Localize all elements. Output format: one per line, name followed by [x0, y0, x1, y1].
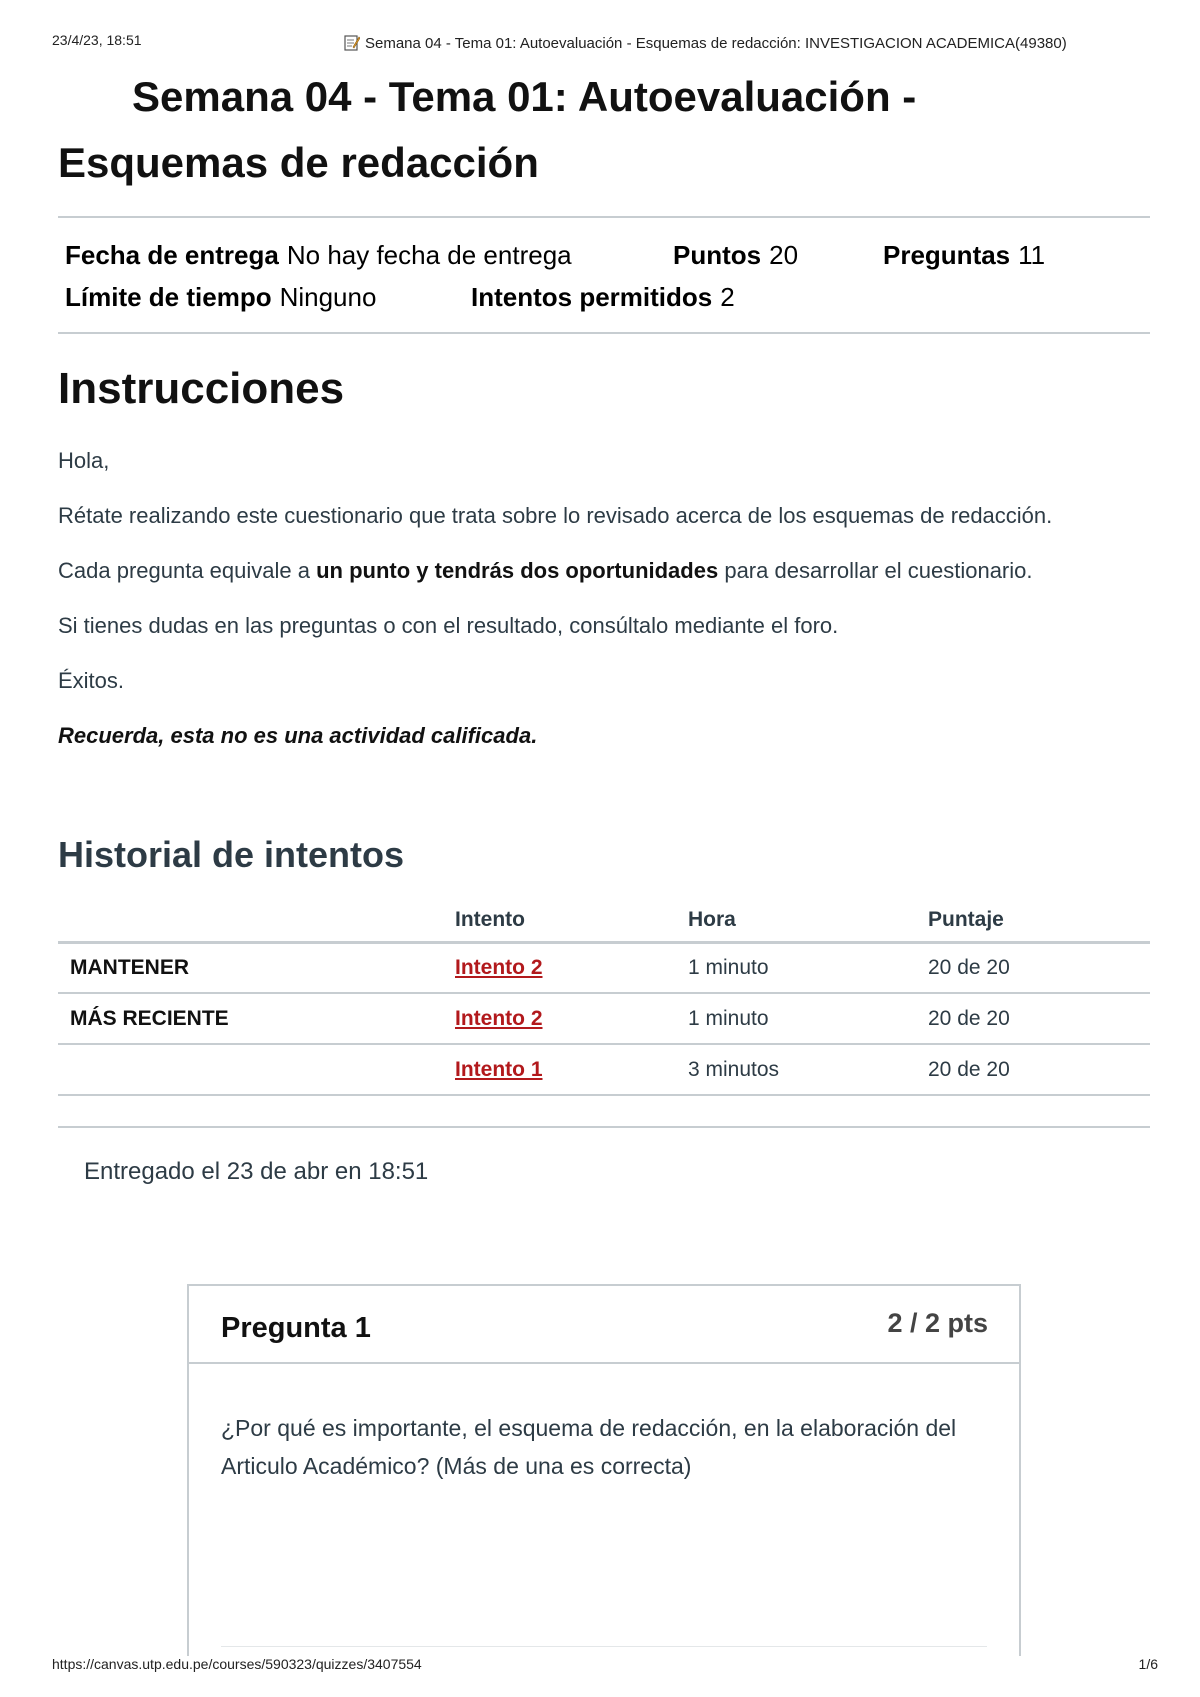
- question-header: [189, 1286, 1019, 1364]
- points-label: Puntos: [673, 239, 762, 270]
- time-limit-value: Ninguno: [279, 281, 377, 312]
- memo-icon: [344, 34, 360, 51]
- attempt-history-title: Historial de intentos: [58, 834, 405, 875]
- instructions-greeting: Hola,: [58, 448, 110, 473]
- attempt-cell: [455, 993, 688, 1044]
- print-header: [52, 32, 1160, 56]
- table-row: [58, 1044, 1150, 1095]
- table-row: [58, 993, 1150, 1044]
- attempts-item: [471, 282, 871, 313]
- table-row: [58, 942, 1150, 993]
- print-footer: [52, 1656, 1158, 1697]
- attempts-label: Intentos permitidos: [471, 281, 713, 312]
- column-header-attempt: Intento: [455, 900, 688, 942]
- due-date-item: [65, 240, 673, 271]
- points-item: [673, 240, 883, 271]
- attempt-link[interactable]: Intento 1: [455, 1057, 543, 1081]
- column-header-score: Puntaje: [928, 900, 1150, 942]
- attempt-score: 20 de 20: [928, 942, 1150, 993]
- instructions-p2-start: Cada pregunta equivale a: [58, 558, 317, 583]
- instructions-paragraph-4: Éxitos.: [58, 668, 125, 693]
- attempt-score: 20 de 20: [928, 993, 1150, 1044]
- time-limit-item: [65, 282, 471, 313]
- instructions-p2-bold: un punto y tendrás dos oportunidades: [316, 558, 719, 583]
- question-card: [187, 1284, 1021, 1697]
- attempt-time: 1 minuto: [688, 942, 928, 993]
- quiz-details-row-1: [65, 234, 1143, 276]
- questions-item: [883, 240, 1103, 271]
- question-text: ¿Por qué es importante, el esquema de redacción, en la elaboración del Articulo Académico? (Más de una es correcta): [221, 1415, 957, 1479]
- questions-value: 11: [1018, 239, 1046, 270]
- attempt-row-label: [58, 1044, 455, 1095]
- attempt-link[interactable]: Intento 2: [455, 955, 543, 979]
- attempt-link[interactable]: Intento 2: [455, 1006, 543, 1030]
- instructions-p2-end: para desarrollar el cuestionario.: [718, 558, 1033, 583]
- page-title-line-1: Semana 04 - Tema 01: Autoevaluación -: [132, 73, 917, 120]
- instructions-note: Recuerda, esta no es una actividad calificada.: [58, 723, 538, 748]
- points-value: 20: [769, 239, 799, 270]
- page-title: [58, 64, 1150, 196]
- time-limit-label: Límite de tiempo: [65, 281, 272, 312]
- question-name: Pregunta 1: [221, 1312, 371, 1344]
- print-doc-title-text: Semana 04 - Tema 01: Autoevaluación - Esquemas de redacción: INVESTIGACION ACADEMICA(49380): [365, 35, 1067, 52]
- divider: [58, 1126, 1150, 1128]
- quiz-details: [58, 216, 1150, 334]
- due-date-value: No hay fecha de entrega: [286, 239, 572, 270]
- print-url: https://canvas.utp.edu.pe/courses/590323/quizzes/3407554: [52, 1656, 422, 1672]
- question-points: 2 / 2 pts: [887, 1308, 988, 1338]
- submission-text: Entregado el 23 de abr en 18:51: [84, 1158, 429, 1185]
- due-date-label: Fecha de entrega: [65, 239, 279, 270]
- quiz-details-row-2: [65, 276, 1143, 318]
- print-timestamp: 23/4/23, 18:51: [52, 32, 142, 48]
- questions-label: Preguntas: [883, 239, 1011, 270]
- instructions-paragraph-1: Rétate realizando este cuestionario que trata sobre lo revisado acerca de los esquemas de redacción.: [58, 503, 1053, 528]
- instructions-title: Instrucciones: [58, 364, 345, 413]
- column-header-label: [58, 900, 455, 942]
- page-number: 1/6: [1138, 1656, 1158, 1672]
- attempt-time: 3 minutos: [688, 1044, 928, 1095]
- print-doc-title: [344, 34, 1067, 52]
- attempt-history-table: [58, 900, 1150, 1096]
- attempt-cell: [455, 1044, 688, 1095]
- attempt-time: 1 minuto: [688, 993, 928, 1044]
- page-title-line-2: Esquemas de redacción: [58, 139, 539, 186]
- main-content: [58, 64, 1150, 1186]
- instructions-paragraph-3: Si tienes dudas en las preguntas o con el resultado, consúltalo mediante el foro.: [58, 613, 839, 638]
- instructions-body: [58, 442, 1150, 754]
- column-header-time: Hora: [688, 900, 928, 942]
- table-header-row: [58, 900, 1150, 942]
- attempt-cell: [455, 942, 688, 993]
- attempt-score: 20 de 20: [928, 1044, 1150, 1095]
- question-answer-divider: [221, 1646, 987, 1647]
- attempt-row-label: MÁS RECIENTE: [58, 993, 455, 1044]
- attempts-value: 2: [720, 281, 735, 312]
- attempt-row-label: MANTENER: [58, 942, 455, 993]
- instructions-paragraph-2: [58, 552, 1150, 589]
